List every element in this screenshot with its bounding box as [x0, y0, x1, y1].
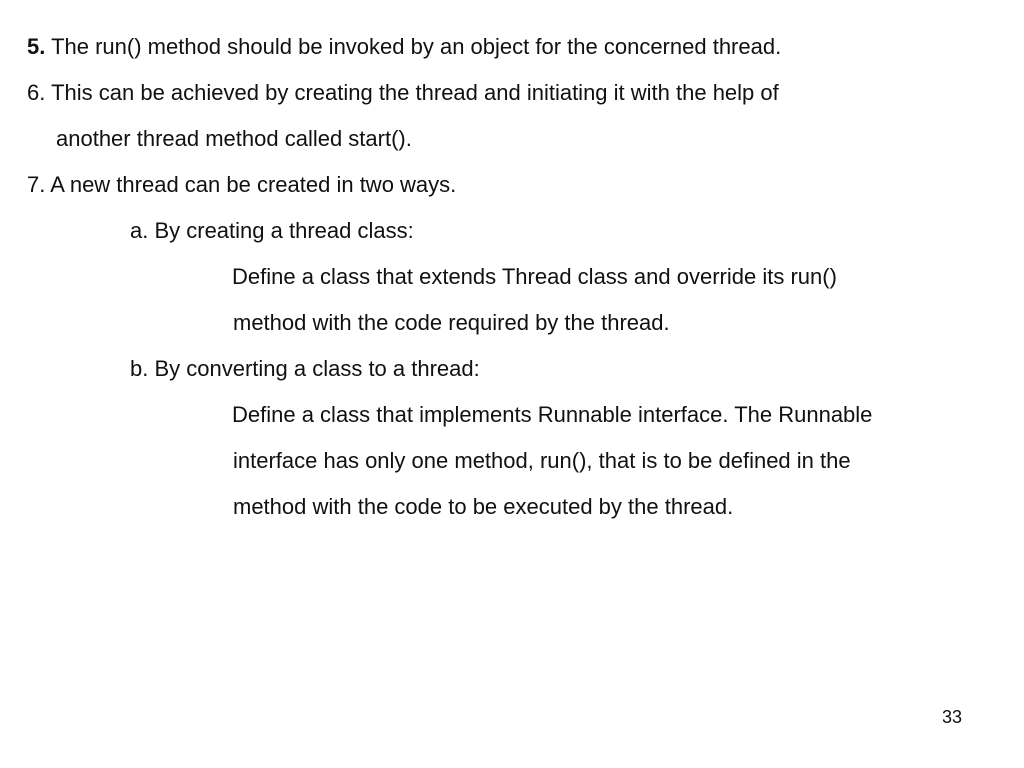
list-text: interface has only one method, run(), that is to be defined in the: [233, 448, 851, 473]
list-text: The run() method should be invoked by an object for the concerned thread.: [51, 34, 782, 59]
list-text: A new thread can be created in two ways.: [50, 172, 457, 197]
sub-item-b-description-continuation: [233, 448, 851, 474]
sub-item-a-description: [232, 264, 837, 290]
list-text: method with the code required by the thread.: [233, 310, 670, 335]
list-text: Define a class that implements Runnable interface. The Runnable: [232, 402, 873, 427]
list-item-6-continuation: [56, 126, 412, 152]
sub-item-b: [130, 356, 480, 382]
page-number: 33: [941, 707, 962, 727]
list-item-7: [27, 172, 456, 198]
list-text: Define a class that extends Thread class and override its run(): [232, 264, 837, 289]
list-number: 6.: [27, 80, 46, 105]
sub-item-a: [130, 218, 414, 244]
list-text: This can be achieved by creating the thread and initiating it with the help of: [51, 80, 779, 105]
sub-item-a-description-continuation: [233, 310, 670, 336]
sub-item-b-description: [232, 402, 872, 428]
list-text: method with the code to be executed by the thread.: [233, 494, 734, 519]
list-text: another thread method called start().: [56, 126, 412, 151]
list-text: a. By creating a thread class:: [130, 218, 414, 243]
list-number: 5.: [27, 34, 46, 59]
list-text: b. By converting a class to a thread:: [130, 356, 480, 381]
sub-item-b-description-continuation: [233, 494, 733, 520]
list-item-5: [27, 34, 781, 60]
list-item-6: [27, 80, 779, 106]
list-number: 7.: [27, 172, 46, 197]
